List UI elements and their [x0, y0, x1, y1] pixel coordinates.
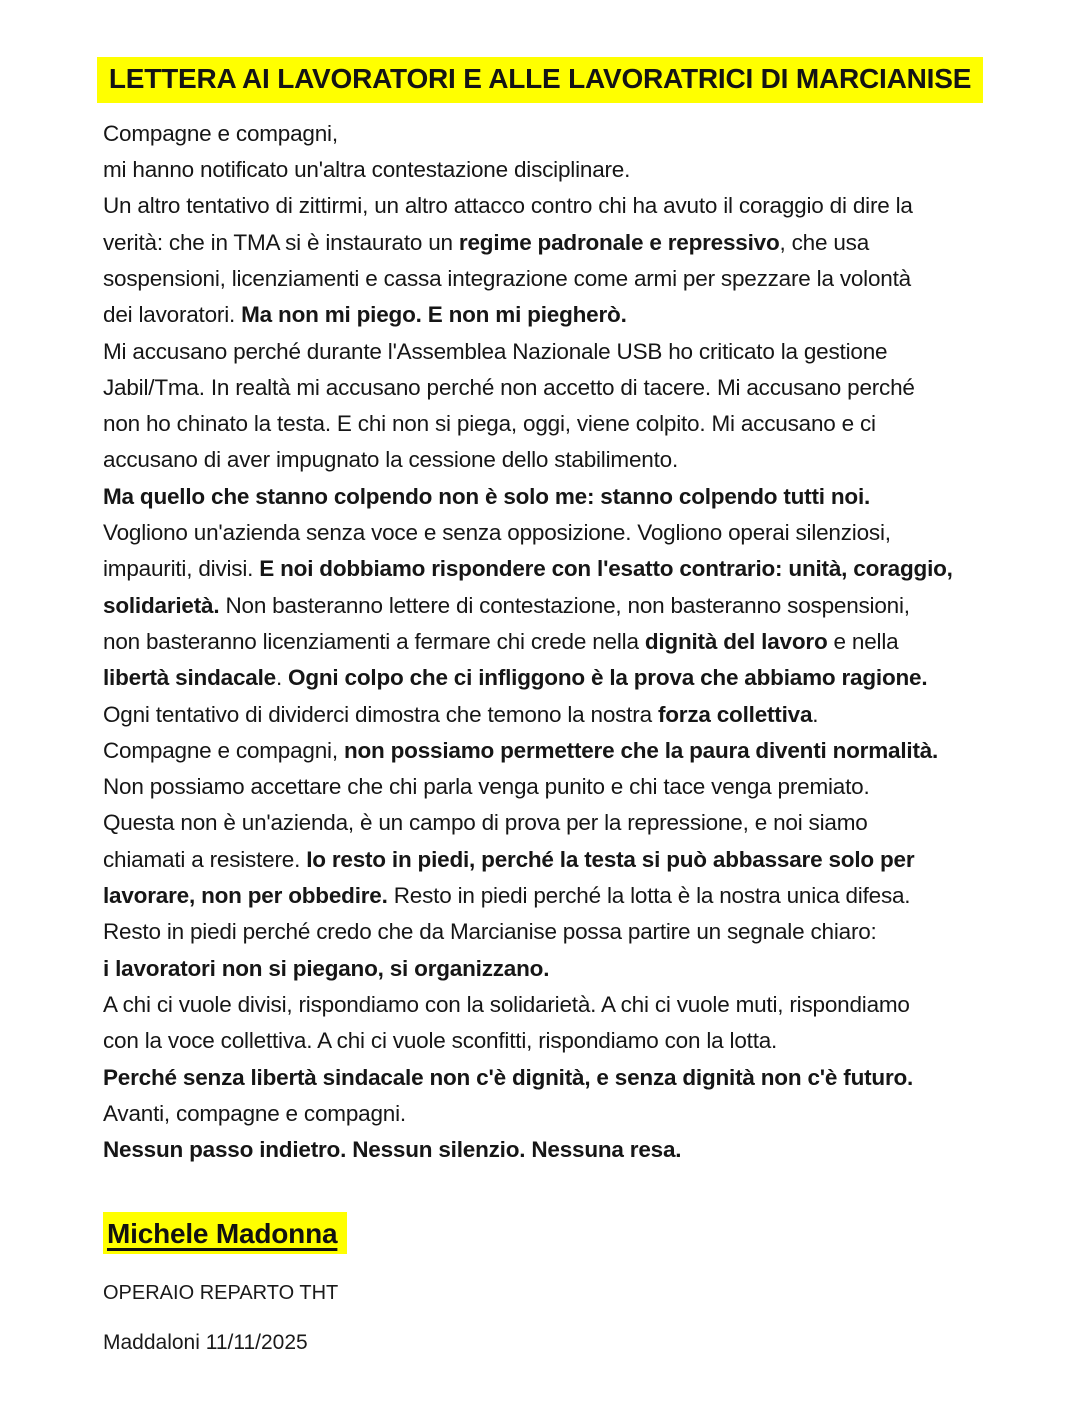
letter-line: Vogliono un'azienda senza voce e senza opposizione. Vogliono operai silenziosi,	[103, 520, 891, 546]
letter-line: Ma quello che stanno colpendo non è solo me: stanno colpendo tutti noi.	[103, 483, 871, 509]
letter-title: LETTERA AI LAVORATORI E ALLE LAVORATRICI DI MARCIANISE	[97, 57, 983, 103]
letter-line: non basteranno licenziamenti a fermare chi crede nella dignità del lavoro e nella	[103, 628, 899, 654]
letter-line: Mi accusano perché durante l'Assemblea Nazionale USB ho criticato la gestione	[103, 338, 888, 364]
letter-line: sospensioni, licenziamenti e cassa integrazione come armi per spezzare la volontà	[103, 265, 911, 291]
letter-line: Compagne e compagni, non possiamo permettere che la paura diventi normalità.	[103, 737, 939, 763]
letter-line: Perché senza libertà sindacale non c'è dignità, e senza dignità non c'è futuro.	[103, 1064, 914, 1090]
signature-block	[0, 1212, 1080, 1355]
signature-role: OPERAIO REPARTO THT	[103, 1282, 339, 1305]
letter-line: Questa non è un'azienda, è un campo di prova per la repressione, e noi siamo	[103, 810, 868, 836]
letter-line: Jabil/Tma. In realtà mi accusano perché non accetto di tacere. Mi accusano perché	[103, 374, 915, 400]
title-container	[0, 0, 1080, 103]
letter-line: Avanti, compagne e compagni.	[103, 1100, 406, 1126]
letter-line: accusano di aver impugnato la cessione dello stabilimento.	[103, 447, 678, 473]
letter-line: libertà sindacale. Ogni colpo che ci infliggono è la prova che abbiamo ragione.	[103, 665, 928, 691]
signature-name-row	[103, 1212, 1080, 1254]
letter-line: impauriti, divisi. E noi dobbiamo rispondere con l'esatto contrario: unità, coraggio,	[103, 556, 953, 582]
letter-line: verità: che in TMA si è instaurato un regime padronale e repressivo, che usa	[103, 229, 870, 255]
signature-name: Michele Madonna	[103, 1212, 347, 1254]
signature-place-date: Maddaloni 11/11/2025	[103, 1331, 308, 1355]
letter-line: Compagne e compagni,	[103, 120, 338, 146]
letter-body	[0, 116, 1080, 1169]
letter-line: lavorare, non per obbedire. Resto in piedi perché la lotta è la nostra unica difesa.	[103, 883, 911, 909]
letter-line: dei lavoratori. Ma non mi piego. E non mi piegherò.	[103, 302, 627, 328]
letter-line: Non possiamo accettare che chi parla venga punito e chi tace venga premiato.	[103, 774, 870, 800]
letter-line: Ogni tentativo di dividerci dimostra che temono la nostra forza collettiva.	[103, 701, 819, 727]
letter-line: mi hanno notificato un'altra contestazione disciplinare.	[103, 157, 631, 183]
letter-line: non ho chinato la testa. E chi non si piega, oggi, viene colpito. Mi accusano e ci	[103, 411, 876, 437]
letter-line: chiamati a resistere. Io resto in piedi, perché la testa si può abbassare solo per	[103, 846, 915, 872]
letter-line: con la voce collettiva. A chi ci vuole sconfitti, rispondiamo con la lotta.	[103, 1028, 778, 1054]
letter-line: A chi ci vuole divisi, rispondiamo con la solidarietà. A chi ci vuole muti, rispondiamo	[103, 991, 910, 1017]
letter-line: solidarietà. Non basteranno lettere di contestazione, non basteranno sospensioni,	[103, 592, 910, 618]
letter-line: Un altro tentativo di zittirmi, un altro attacco contro chi ha avuto il coraggio di dire la	[103, 193, 913, 219]
letter-line: Resto in piedi perché credo che da Marcianise possa partire un segnale chiaro:	[103, 919, 877, 945]
letter-line: Nessun passo indietro. Nessun silenzio. Nessuna resa.	[103, 1137, 682, 1163]
letter-line: i lavoratori non si piegano, si organizzano.	[103, 955, 550, 981]
